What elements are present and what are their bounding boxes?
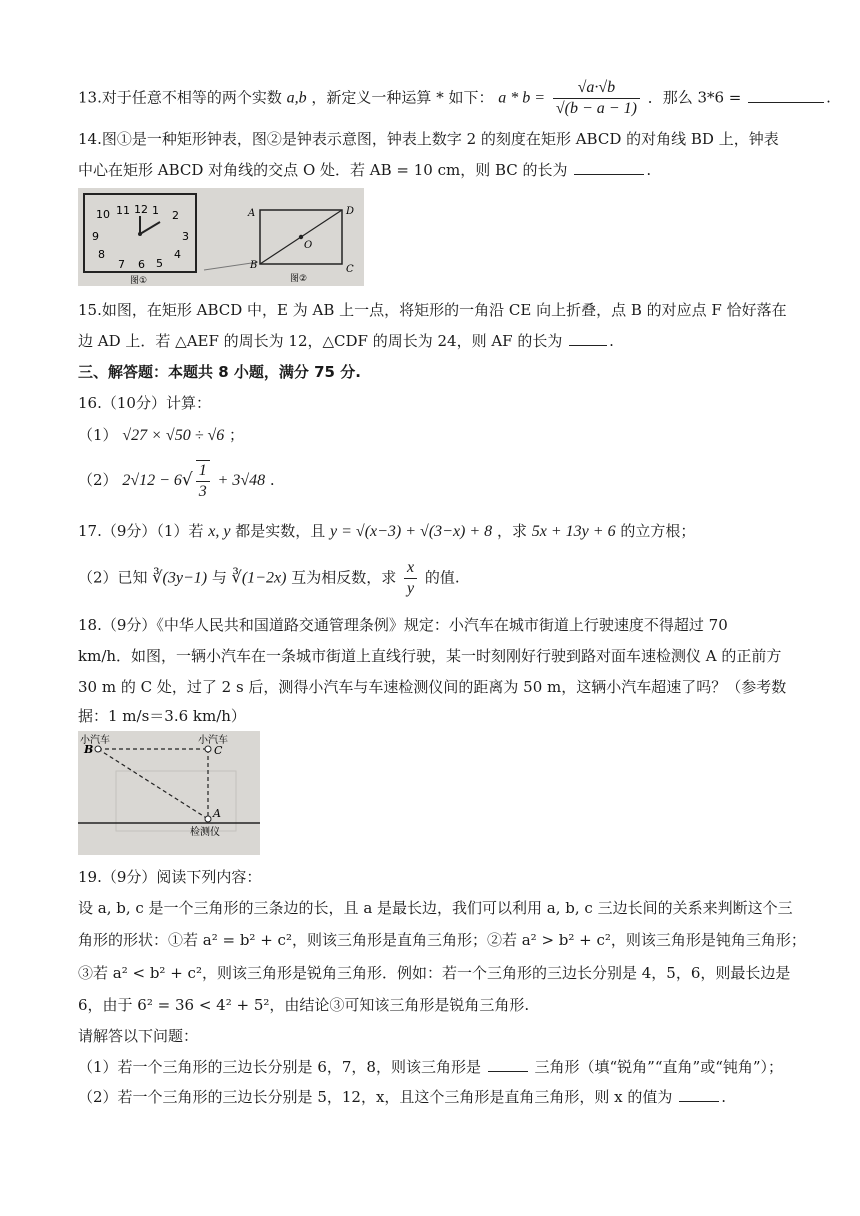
clock-figure-svg: [78, 188, 364, 286]
clock-figure: [78, 188, 364, 286]
q19-line4: 6，由于 6² = 36 < 4² + 5²，由结论③可知该三角形是锐角三角形.: [78, 996, 530, 1014]
point-o: [299, 235, 303, 239]
q18-line1: 18.（9分）《中华人民共和国道路交通管理条例》规定：小汽车在城市街道上行驶速度不得超过 70: [78, 616, 728, 634]
q13-denominator: √(b − a − 1): [555, 100, 637, 117]
clock-num-9: 9: [92, 230, 99, 243]
q19-p2-b: .: [721, 1088, 726, 1106]
label-point-b: B: [84, 743, 94, 756]
caption-fig1: 图①: [130, 276, 148, 286]
section-3-heading: 三、解答题：本题共 8 小题，满分 75 分.: [78, 363, 361, 381]
q13-numerator: √a·√b: [553, 78, 640, 99]
clock-num-12: 12: [134, 203, 148, 216]
faded-background-box: [116, 771, 236, 831]
clock-num-4: 4: [174, 248, 181, 261]
segment-ba: [98, 749, 208, 819]
q16-p2-b: + 3√48: [217, 472, 266, 489]
q19-part2: [78, 1085, 726, 1108]
q15-end: .: [609, 332, 614, 350]
car-label-b: 小汽车: [80, 735, 110, 746]
q19-p2-answer-blank[interactable]: [679, 1085, 719, 1102]
q19-head: 19.（9分）阅读下列内容：: [78, 868, 262, 886]
q13-end: .: [826, 88, 831, 107]
q16-p2-label: （2）: [78, 471, 118, 489]
q19-ask: 请解答以下问题：: [78, 1027, 199, 1045]
q15-line2-text: 边 AD 上．若 △AEF 的周长为 12，△CDF 的周长为 24，则 AF 的长为: [78, 332, 563, 350]
q16-p1-label: （1）: [78, 426, 118, 444]
q16-head: 16.（10分）计算：: [78, 394, 211, 412]
clock-center: [138, 232, 142, 236]
q19-p2-a: （2）若一个三角形的三边长分别是 5，12，x，且这个三角形是直角三角形，则 x 的值为: [78, 1088, 673, 1106]
q19-line3: ③若 a² < b² + c²，则该三角形是锐角三角形．例如：若一个三角形的三边长分别是 4，5，6，则最长边是: [78, 964, 791, 982]
q17-p2-root2: ∛(1−2x): [231, 569, 287, 587]
clock-num-2: 2: [172, 209, 179, 222]
clock-num-10: 10: [96, 208, 110, 221]
q14-line1: 14.图①是一种矩形钟表，图②是钟表示意图，钟表上数字 2 的刻度在矩形 ABCD 的对角线 BD 上，钟表: [78, 130, 779, 148]
q17-part1: [78, 520, 695, 543]
q16-p2-fraction: [196, 460, 210, 502]
car-label-c: 小汽车: [198, 735, 228, 746]
q16-p2-a: 2√12 − 6: [122, 472, 182, 489]
q19-line1: 设 a, b, c 是一个三角形的三条边的长，且 a 是最长边，我们可以利用 a, b, c 三边长间的关系来判断这个三: [78, 899, 793, 917]
clock-num-7: 7: [118, 258, 125, 271]
label-d: D: [346, 206, 355, 217]
car-figure-svg: [78, 731, 260, 855]
q18-line4: 据：1 m/s＝3.6 km/h）: [78, 707, 246, 725]
q13-prefix: 13.对于任意不相等的两个实数: [78, 88, 282, 107]
q17-p2-fraction-num: x: [404, 558, 417, 579]
q14-line2: [78, 158, 651, 181]
q19-p1-b: 三角形（填“锐角”“直角”或“钝角”）；: [534, 1058, 784, 1076]
q13-mid2: 如下：: [448, 88, 494, 107]
clock-minute-hand: [140, 222, 160, 234]
clock-num-11: 11: [116, 204, 130, 217]
q14-end: .: [646, 161, 652, 179]
q13-mid: ，新定义一种运算: [311, 88, 432, 107]
q15-line2: [78, 329, 614, 352]
q19-p1-answer-blank[interactable]: [488, 1055, 528, 1072]
q17-p1-expr: 5x + 13y + 6: [531, 523, 616, 540]
q14-answer-blank[interactable]: [574, 158, 644, 175]
q13-fraction: [553, 78, 640, 119]
q16-p1-expr: √27 × √50 ÷ √6: [122, 427, 225, 444]
q17-p2-fraction: [404, 558, 417, 599]
q17-p2-root1: ∛(3y−1): [152, 569, 208, 587]
q16-p2-fraction-num: 1: [196, 461, 210, 482]
q17-p1-vars: x, y: [208, 523, 231, 540]
q17-p2-a: （2）已知: [78, 568, 148, 587]
q19-line2: 角形的形状：①若 a² = b² + c²，则该三角形是直角三角形；②若 a² > b² + c²，则该三角形是钝角三角形；: [78, 931, 806, 949]
q17-p2-fraction-den: y: [406, 580, 415, 597]
q17-p1-d: 的立方根；: [620, 522, 696, 540]
q15-answer-blank[interactable]: [569, 329, 607, 346]
q17-p1-eq: y = √(x−3) + √(3−x) + 8: [330, 523, 493, 540]
q17-p2-d: 的值.: [424, 568, 460, 587]
point-b: [95, 746, 101, 752]
label-point-a: A: [213, 807, 221, 820]
q16-p2-end: .: [269, 471, 275, 489]
q16-p2-radical: √: [181, 470, 193, 490]
detector-label: 检测仪: [190, 827, 220, 838]
question-13: [78, 78, 831, 118]
clock-num-8: 8: [98, 248, 105, 261]
q17-p1-c: ，求: [496, 522, 527, 540]
q15-line1: 15.如图，在矩形 ABCD 中，E 为 AB 上一点，将矩形的一角沿 CE 向上折叠，点 B 的对应点 F 恰好落在: [78, 301, 787, 319]
car-figure: [78, 731, 260, 855]
q16-p2-fraction-den: 3: [198, 483, 207, 500]
q13-lhs: a * b =: [498, 89, 546, 107]
q14-line2-text: 中心在矩形 ABCD 对角线的交点 O 处．若 AB = 10 cm，则 BC 的长为: [78, 161, 568, 179]
q13-star: *: [436, 88, 444, 107]
q17-p2-c: 互为相反数，求: [291, 568, 397, 587]
clock-num-1: 1: [152, 204, 159, 217]
q17-part2: [78, 558, 460, 602]
clock-num-3: 3: [182, 230, 189, 243]
clock-num-5: 5: [156, 257, 163, 270]
q13-tail: ．那么 3*6 =: [647, 88, 742, 107]
q13-vars: a,b: [286, 89, 307, 107]
label-o: O: [304, 240, 313, 251]
label-point-c: C: [214, 744, 223, 757]
q17-p1-b: 都是实数，且: [235, 522, 326, 540]
q18-line2: km/h．如图，一辆小汽车在一条城市街道上直线行驶，某一时刻刚好行驶到路对面车速检测仪 A 的正前方: [78, 647, 782, 665]
label-a: A: [248, 208, 256, 219]
q16-part1: [78, 424, 244, 447]
label-b: B: [250, 260, 258, 271]
point-c: [205, 746, 211, 752]
q16-p1-end: ；: [229, 426, 245, 444]
caption-fig2: 图②: [290, 274, 308, 284]
q19-part1: [78, 1055, 783, 1078]
label-c: C: [346, 264, 354, 275]
q18-line3: 30 m 的 C 处，过了 2 s 后，测得小汽车与车速检测仪间的距离为 50 m，这辆小汽车超速了吗？（参考数: [78, 678, 787, 696]
q17-p1-a: 17.（9分）（1）若: [78, 522, 204, 540]
q19-p1-a: （1）若一个三角形的三边长分别是 6，7，8，则该三角形是: [78, 1058, 481, 1076]
q17-p2-b: 与: [211, 568, 227, 587]
q13-answer-blank[interactable]: [748, 86, 824, 103]
clock-num-6: 6: [138, 258, 145, 271]
point-a: [205, 816, 211, 822]
q16-part2: [78, 460, 275, 504]
